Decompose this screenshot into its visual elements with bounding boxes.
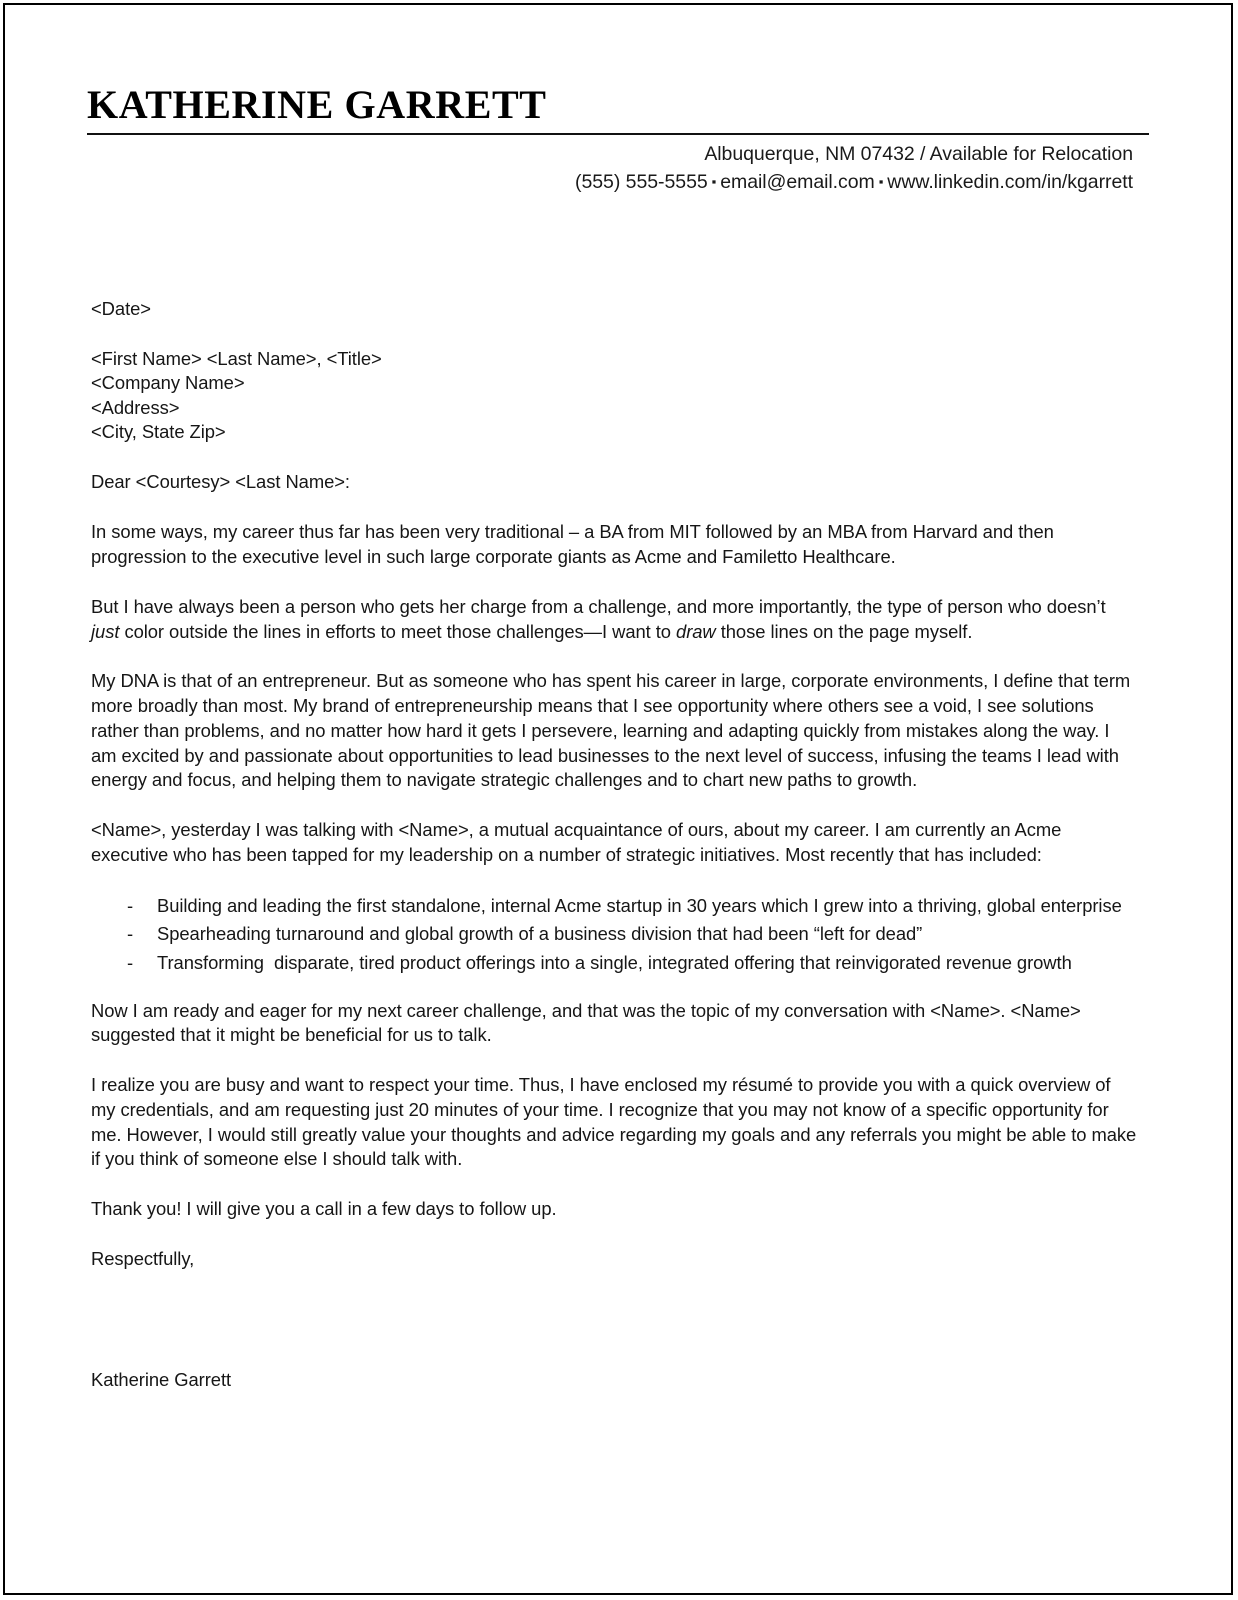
salutation: Dear <Courtesy> <Last Name>: [91,470,350,492]
date-placeholder: <Date> [91,298,151,319]
phone-number: (555) 555-5555 [575,170,708,193]
paragraph-2-text-b: color outside the lines in efforts to meet those challenges—I want to [119,620,677,642]
paragraph-1: In some ways, my career thus far has been very traditional – a BA from MIT followed by an MBA from Harvard and then progression to the executive level in such large corporate giants as Acme and Familetto Healthcare. [91,521,1054,568]
paragraph-2-emphasis-draw: draw [676,620,716,642]
contact-channels-line [87,169,1133,197]
paragraph-4: <Name>, yesterday I was talking with <Name>, a mutual acquaintance of ours, about my career. I am currently an Acme executive who has been tapped for my leadership on a number of strategic initiatives. Most recently that has included: [91,819,1062,865]
recipient-city-state-zip: <City, State Zip> [91,421,226,443]
page-content [5,5,1231,1593]
letterhead [87,83,1149,197]
paragraph-6: I realize you are busy and want to respect your time. Thus, I have enclosed my résumé to provide you with a quick overview of my credentials, and am requesting just 20 minutes of your time. I recognize that you may not know of a specific opportunity for me. However, I would still greatly value your thoughts and advice regarding my goals and any referrals you might be able to make if you think of someone else I should talk with. [91,1074,1137,1170]
list-item-label: Building and leading the first standalone, internal Acme startup in 30 years which I grew into a thriving, global enterprise [157,894,1122,916]
list-item [91,921,1137,948]
contact-info [87,141,1133,196]
recipient-company: <Company Name> [91,372,245,394]
paragraph-7: Thank you! I will give you a call in a few days to follow up. [91,1198,557,1220]
square-separator-icon: ▪ [878,173,884,189]
bullet-marker: - [127,894,134,916]
paragraph-3: My DNA is that of an entrepreneur. But as someone who has spent his career in large, corporate environments, I define that term more broadly than most. My brand of entrepreneurship means that I see opportunity where others see a void, I see solutions rather than problems, and no matter how hard it gets I persevere, learning and adapting quickly from mistakes along the way. I am excited by and passionate about opportunities to lead businesses to the next level of success, infusing the teams I lead with energy and focus, and helping them to navigate strategic challenges and to chart new paths to growth. [91,670,1131,791]
square-separator-icon: ▪ [711,173,717,189]
signature-name: Katherine Garrett [91,1368,232,1390]
letter-body [91,297,1137,1392]
linkedin-url: www.linkedin.com/in/kgarrett [887,170,1133,193]
recipient-address-block [91,347,1137,445]
paragraph-2 [91,595,1137,645]
header-divider [87,133,1149,135]
closing-salutation: Respectfully, [91,1247,195,1269]
email-address: email@email.com [720,170,875,193]
paragraph-5: Now I am ready and eager for my next career challenge, and that was the topic of my conversation with <Name>. <Name> suggested that it might be beneficial for us to talk. [91,999,1081,1046]
contact-location-line: Albuquerque, NM 07432 / Available for Relocation [704,143,1133,166]
list-item-label: Transforming disparate, tired product offerings into a single, integrated offering that reinvigorated revenue growth [157,952,1072,973]
recipient-name-title: <First Name> <Last Name>, <Title> [91,347,382,369]
list-item-label: Spearheading turnaround and global growth of a business division that had been “left for dead” [157,923,923,945]
letter-page [3,3,1233,1595]
achievements-list [91,893,1137,977]
bullet-marker: - [127,923,134,945]
recipient-address: <Address> [91,396,180,418]
page-title: KATHERINE GARRETT [87,82,547,127]
list-item [91,893,1137,920]
paragraph-2-text-a: But I have always been a person who gets her charge from a challenge, and more importantly, the type of person who doesn’t [91,595,1106,617]
paragraph-2-text-c: those lines on the page myself. [715,620,973,642]
bullet-marker: - [127,952,134,973]
list-item [91,950,1137,977]
paragraph-2-emphasis-just: just [91,620,120,642]
